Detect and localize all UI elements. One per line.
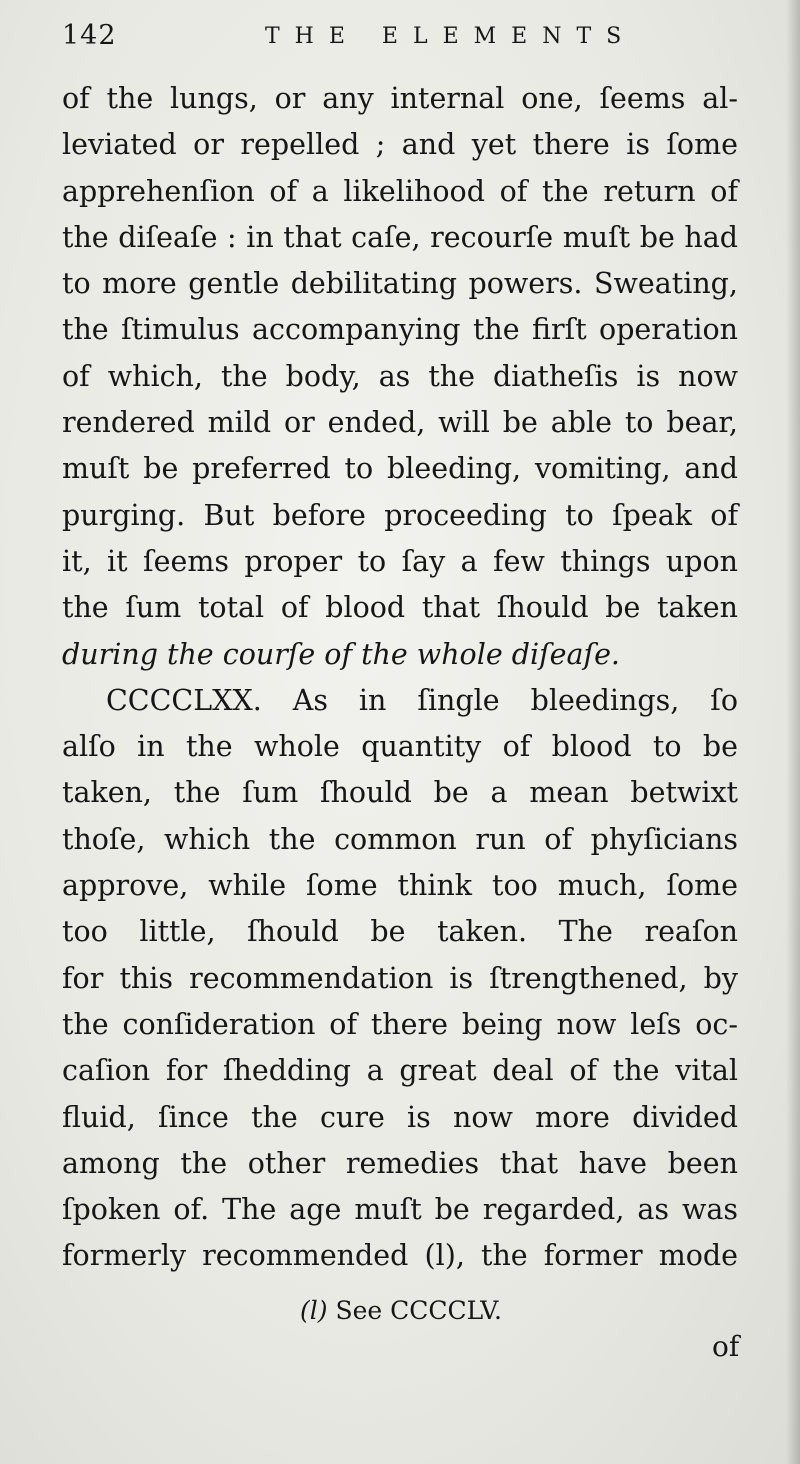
- footnote: [300, 1296, 502, 1325]
- text-line: it, it ſeems proper to ſay a few things upon: [62, 544, 738, 578]
- page-edge-shadow: [786, 0, 800, 1464]
- text-line: to more gentle debilitating powers. Sweating,: [62, 267, 738, 301]
- text-line: the diſeaſe : in that caſe, recourſe muſt be had: [62, 220, 738, 254]
- text-line: of which, the body, as the diatheſis is now: [62, 359, 738, 393]
- text-line: caſion for ſhedding a great deal of the vital: [62, 1054, 738, 1088]
- page-number: 142: [62, 20, 117, 51]
- section-heading-line: CCCCLXX. As in ſingle bleedings, ſo: [106, 683, 738, 717]
- text-line: purging. But before proceeding to ſpeak of: [62, 498, 738, 532]
- text-line: apprehenſion of a likelihood of the return of: [62, 174, 738, 208]
- text-line: rendered mild or ended, will be able to bear,: [62, 406, 738, 440]
- text-line: leviated or repelled ; and yet there is ſome: [62, 128, 738, 162]
- page-header: [62, 20, 762, 60]
- text-line: taken, the ſum ſhould be a mean betwixt: [62, 776, 738, 810]
- text-line: of the lungs, or any internal one, ſeems al-: [62, 82, 738, 115]
- footnote-text: See CCCCLV.: [335, 1296, 502, 1325]
- text-line: the ſum total of blood that ſhould be taken: [62, 591, 738, 625]
- text-line: fluid, ſince the cure is now more divided: [62, 1100, 738, 1134]
- footnote-marker: (l): [300, 1296, 328, 1325]
- text-line: among the other remedies that have been: [62, 1146, 738, 1180]
- text-line: approve, while ſome think too much, ſome: [62, 869, 738, 903]
- text-line: formerly recommended (l), the former mode: [62, 1239, 738, 1273]
- text-line: thoſe, which the common run of phyſicians: [62, 822, 738, 856]
- text-line: the ſtimulus accompanying the firſt operation: [62, 313, 738, 347]
- catchword: of: [712, 1330, 740, 1363]
- body-text: [62, 76, 738, 1280]
- text-line: for this recommendation is ſtrengthened, by: [62, 961, 738, 995]
- text-line: alſo in the whole quantity of blood to be: [62, 730, 738, 764]
- text-line: the conſideration of there being now leſs oc-: [62, 1007, 738, 1041]
- running-head: THE ELEMENTS: [265, 24, 637, 49]
- italic-conclusion-line: during the courſe of the whole diſeaſe.: [62, 637, 620, 671]
- text-line: too little, ſhould be taken. The reaſon: [62, 915, 738, 949]
- text-line: ſpoken of. The age muſt be regarded, as was: [62, 1193, 738, 1227]
- text-line: muſt be preferred to bleeding, vomiting, and: [62, 452, 738, 486]
